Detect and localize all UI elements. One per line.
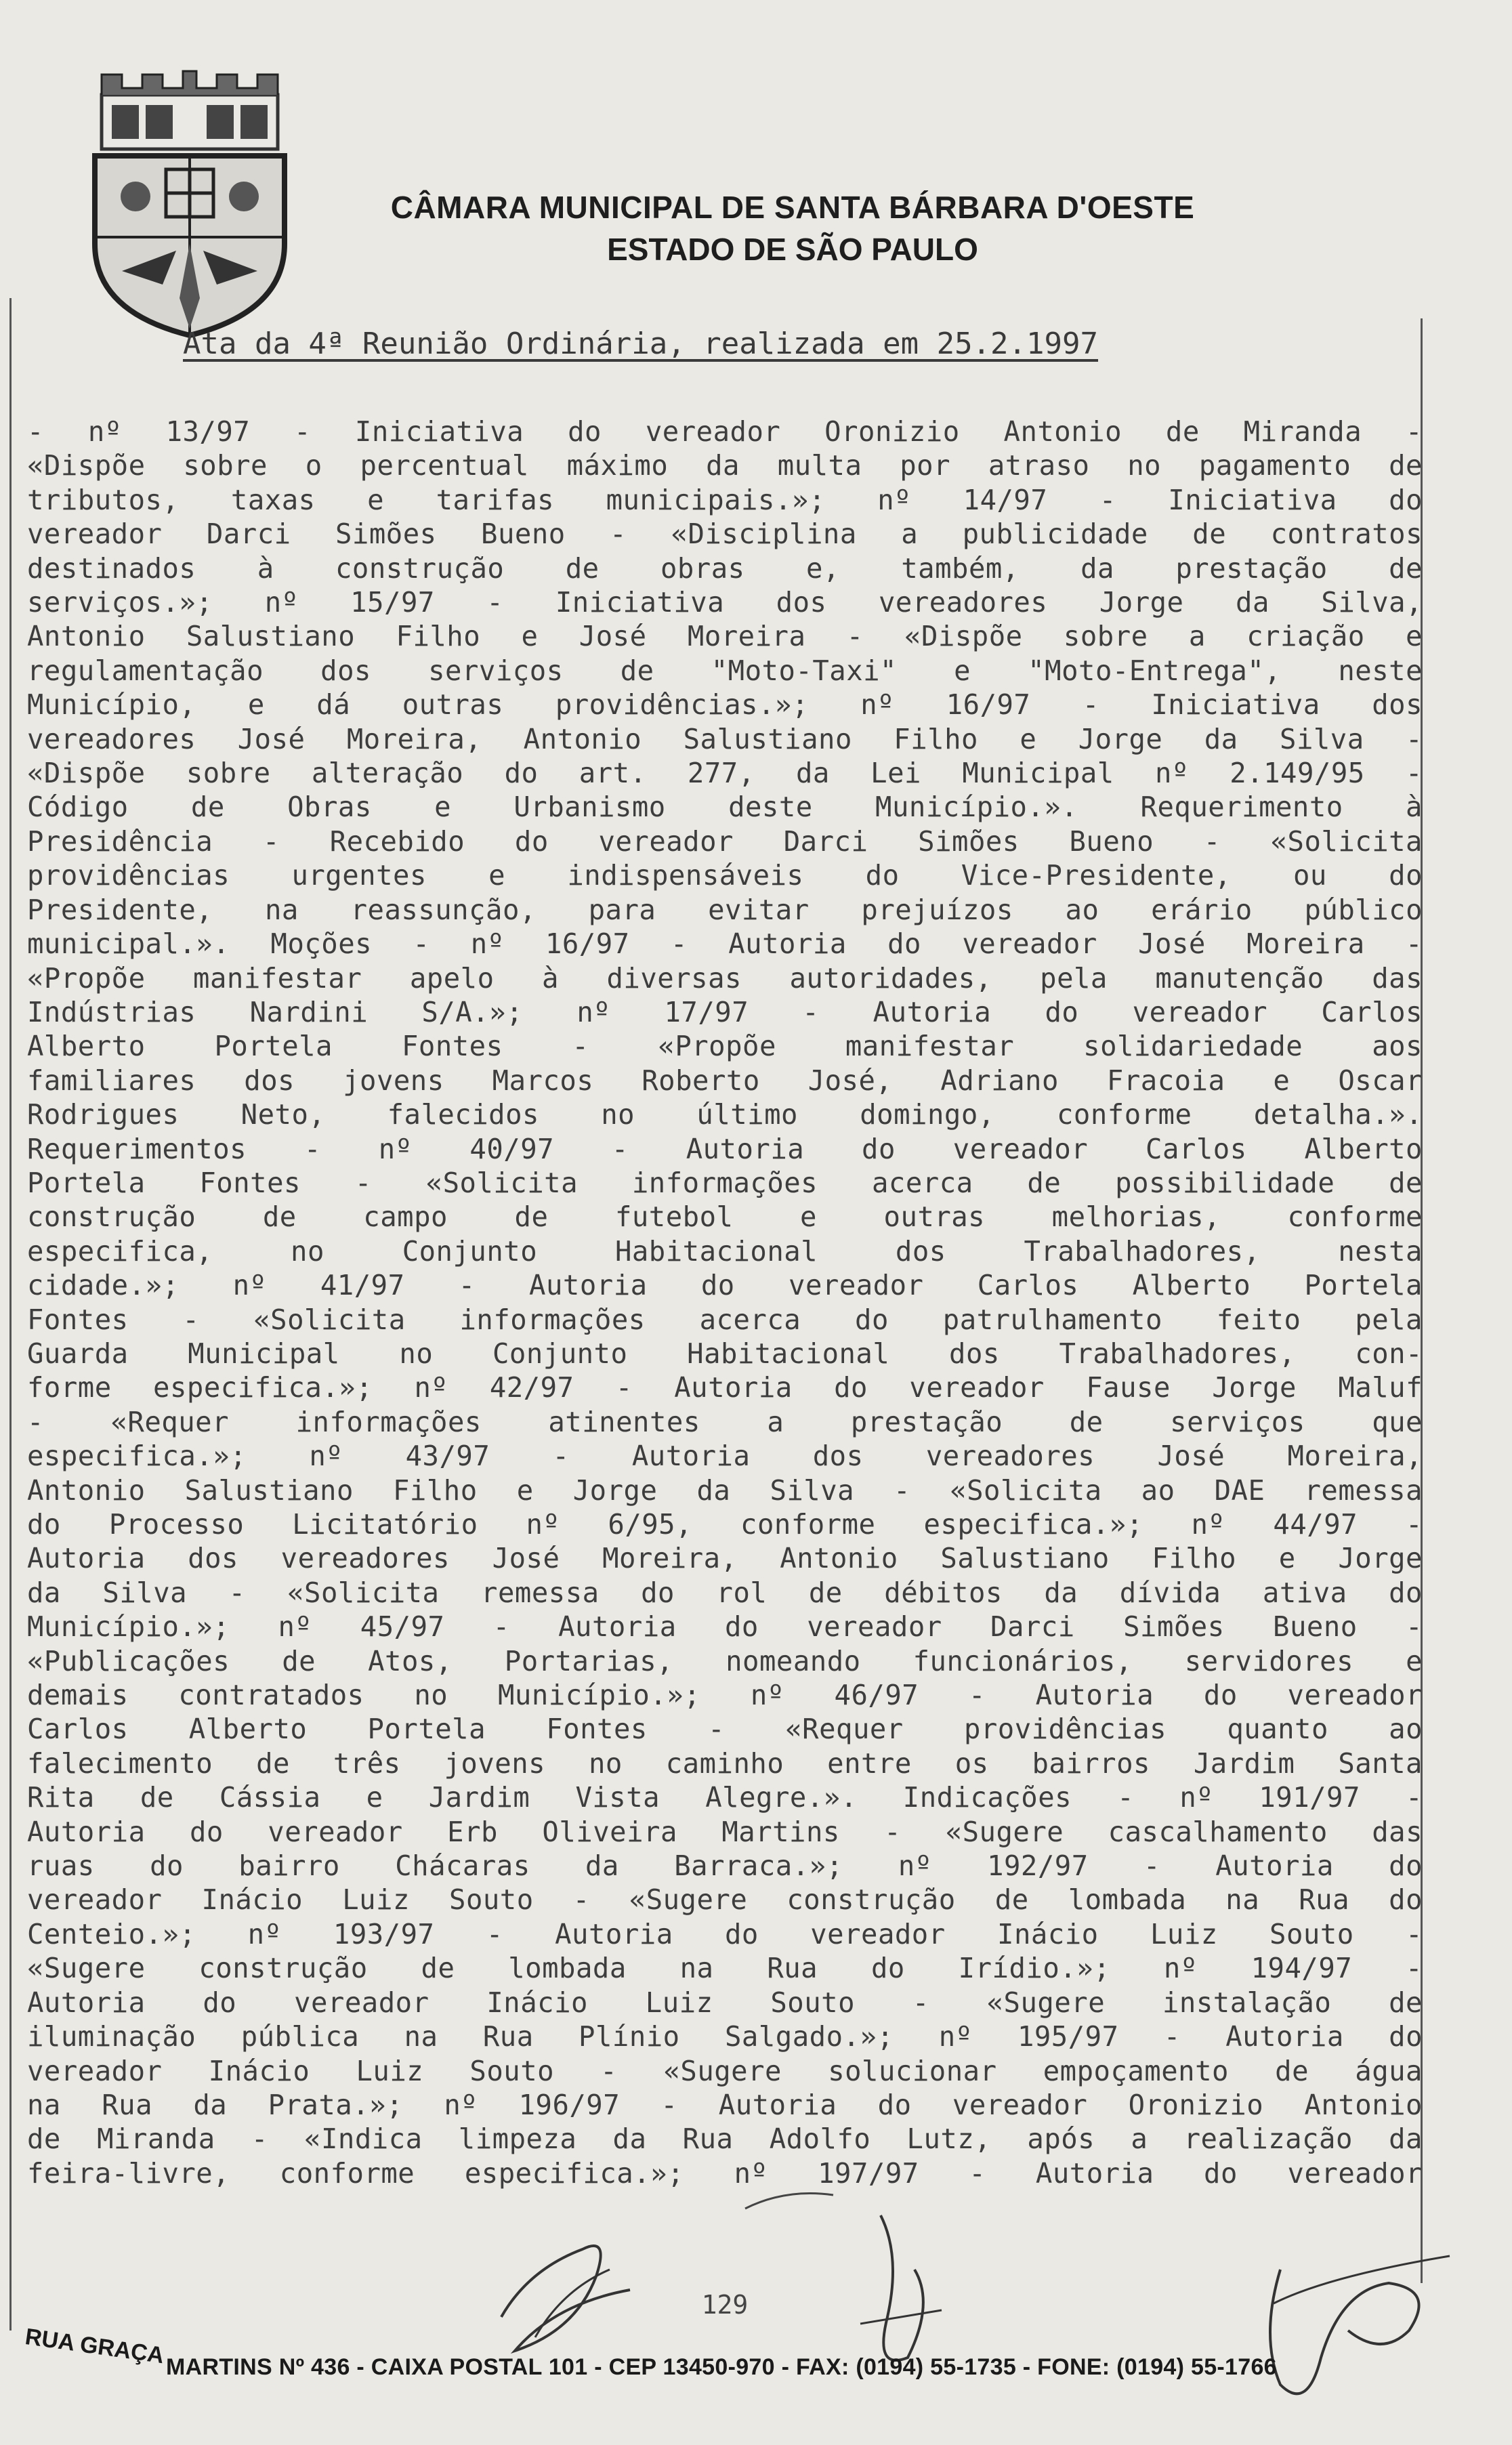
- letterhead-footer: [23, 2324, 1450, 2405]
- minutes-line: - «Requer informações atinentes a prestação de serviços que: [27, 1405, 1423, 1438]
- minutes-line: da Silva - «Solicita remessa do rol de débitos da dívida ativa do: [27, 1576, 1423, 1609]
- minutes-line: vereador Inácio Luiz Souto - «Sugere construção de lombada na Rua do: [27, 1883, 1423, 1917]
- minutes-line: Presidência - Recebido do vereador Darci Simões Bueno - «Solicita: [27, 824, 1423, 858]
- minutes-line: ruas do bairro Chácaras da Barraca.»; nº 192/97 - Autoria do: [27, 1850, 1423, 1883]
- minutes-line: Alberto Portela Fontes - «Propõe manifestar solidariedade aos: [27, 1030, 1423, 1063]
- minutes-line: «Dispõe sobre alteração do art. 277, da Lei Municipal nº 2.149/95 -: [27, 757, 1423, 790]
- minutes-line: «Propõe manifestar apelo à diversas autoridades, pela manutenção das: [27, 961, 1423, 995]
- minutes-line: regulamentação dos serviços de "Moto-Taxi" e "Moto-Entrega", neste: [27, 654, 1423, 687]
- minutes-line: Antonio Salustiano Filho e Jorge da Silva - «Solicita ao DAE remessa: [27, 1474, 1423, 1507]
- letterhead: [352, 186, 1233, 270]
- minutes-line: vereador Inácio Luiz Souto - «Sugere solucionar empoçamento de água: [27, 2054, 1423, 2087]
- minutes-line: providências urgentes e indispensáveis do Vice-Presidente, ou do: [27, 859, 1423, 892]
- page-number: 129: [701, 2290, 749, 2320]
- minutes-line: Antonio Salustiano Filho e José Moreira - «Dispõe sobre a criação e: [27, 620, 1423, 653]
- minutes-line: feira-livre, conforme especifica.»; nº 197/97 - Autoria do vereador: [27, 2156, 1423, 2190]
- minutes-line: serviços.»; nº 15/97 - Iniciativa dos vereadores Jorge da Silva,: [27, 586, 1423, 619]
- minutes-line: Município, e dá outras providências.»; nº 16/97 - Iniciativa dos: [27, 688, 1423, 722]
- minutes-body: [27, 415, 1423, 2190]
- minutes-line: cidade.»; nº 41/97 - Autoria do vereador Carlos Alberto Portela: [27, 1269, 1423, 1302]
- minutes-line: vereador Darci Simões Bueno - «Disciplina a publicidade de contratos: [27, 518, 1423, 551]
- minutes-line: vereadores José Moreira, Antonio Salustiano Filho e Jorge da Silva -: [27, 722, 1423, 755]
- minutes-line: Guarda Municipal no Conjunto Habitacional dos Trabalhadores, con-: [27, 1337, 1423, 1370]
- minutes-line: tributos, taxas e tarifas municipais.»; nº 14/97 - Iniciativa do: [27, 483, 1423, 516]
- minutes-line: Rodrigues Neto, falecidos no último domingo, conforme detalha.».: [27, 1098, 1423, 1131]
- minutes-line: demais contratados no Município.»; nº 46/97 - Autoria do vereador: [27, 1679, 1423, 1712]
- minutes-line: Presidente, na reassunção, para evitar prejuízos ao erário público: [27, 893, 1423, 926]
- minutes-line: Requerimentos - nº 40/97 - Autoria do vereador Carlos Alberto: [27, 1132, 1423, 1165]
- minutes-line: destinados à construção de obras e, também, da prestação de: [27, 551, 1423, 585]
- minutes-line: Fontes - «Solicita informações acerca do patrulhamento feito pela: [27, 1303, 1423, 1336]
- minutes-line: «Publicações de Atos, Portarias, nomeando funcionários, servidores e: [27, 1644, 1423, 1677]
- minutes-line: Portela Fontes - «Solicita informações acerca de possibilidade de: [27, 1166, 1423, 1199]
- minutes-line: municipal.». Moções - nº 16/97 - Autoria do vereador José Moreira -: [27, 927, 1423, 961]
- minutes-line: do Processo Licitatório nº 6/95, conforme especifica.»; nº 44/97 -: [27, 1508, 1423, 1541]
- minutes-line: Rita de Cássia e Jardim Vista Alegre.». Indicações - nº 191/97 -: [27, 1781, 1423, 1814]
- minutes-line: Autoria do vereador Erb Oliveira Martins - «Sugere cascalhamento das: [27, 1815, 1423, 1848]
- minutes-line: - nº 13/97 - Iniciativa do vereador Oronizio Antonio de Miranda -: [27, 415, 1423, 448]
- left-margin-rule: [9, 298, 12, 2331]
- minutes-line: Centeio.»; nº 193/97 - Autoria do vereador Inácio Luiz Souto -: [27, 1917, 1423, 1950]
- minutes-line: forme especifica.»; nº 42/97 - Autoria do vereador Fause Jorge Maluf: [27, 1371, 1423, 1404]
- minutes-line: «Sugere construção de lombada na Rua do Irídio.»; nº 194/97 -: [27, 1952, 1423, 1985]
- minutes-line: construção de campo de futebol e outras melhorias, conforme: [27, 1200, 1423, 1234]
- minutes-line: especifica, no Conjunto Habitacional dos Trabalhadores, nesta: [27, 1234, 1423, 1268]
- municipal-coat-of-arms: [81, 68, 298, 339]
- minutes-line: Indústrias Nardini S/A.»; nº 17/97 - Autoria do vereador Carlos: [27, 995, 1423, 1028]
- institution-name: CÂMARA MUNICIPAL DE SANTA BÁRBARA D'OESTE: [390, 190, 1195, 225]
- minutes-title: Ata da 4ª Reunião Ordinária, realizada em 25.2.1997: [183, 327, 1099, 361]
- minutes-line: «Dispõe sobre o percentual máximo da multa por atraso no pagamento de: [27, 449, 1423, 482]
- minutes-line: familiares dos jovens Marcos Roberto José, Adriano Fracoia e Oscar: [27, 1064, 1423, 1097]
- minutes-line: Carlos Alberto Portela Fontes - «Requer providências quanto ao: [27, 1713, 1423, 1746]
- state-name: ESTADO DE SÃO PAULO: [607, 232, 978, 267]
- minutes-line: de Miranda - «Indica limpeza da Rua Adolfo Lutz, após a realização da: [27, 2123, 1423, 2156]
- minutes-line: na Rua da Prata.»; nº 196/97 - Autoria do vereador Oronizio Antonio: [27, 2088, 1423, 2121]
- minutes-line: Código de Obras e Urbanismo deste Município.». Requerimento à: [27, 791, 1423, 824]
- minutes-line: iluminação pública na Rua Plínio Salgado.»; nº 195/97 - Autoria do: [27, 2020, 1423, 2053]
- minutes-line: Município.»; nº 45/97 - Autoria do vereador Darci Simões Bueno -: [27, 1610, 1423, 1644]
- footer-address: MARTINS Nº 436 - CAIXA POSTAL 101 - CEP 13450-970 - FAX: (0194) 55-1735 - FONE: (0194) 55-1766: [166, 2354, 1277, 2380]
- minutes-line: especifica.»; nº 43/97 - Autoria dos vereadores José Moreira,: [27, 1440, 1423, 1473]
- minutes-line: Autoria dos vereadores José Moreira, Antonio Salustiano Filho e Jorge: [27, 1542, 1423, 1575]
- minutes-line: Autoria do vereador Inácio Luiz Souto - «Sugere instalação de: [27, 1986, 1423, 2019]
- minutes-line: falecimento de três jovens no caminho entre os bairros Jardim Santa: [27, 1747, 1423, 1780]
- footer-street: RUA GRAÇA: [23, 2324, 166, 2369]
